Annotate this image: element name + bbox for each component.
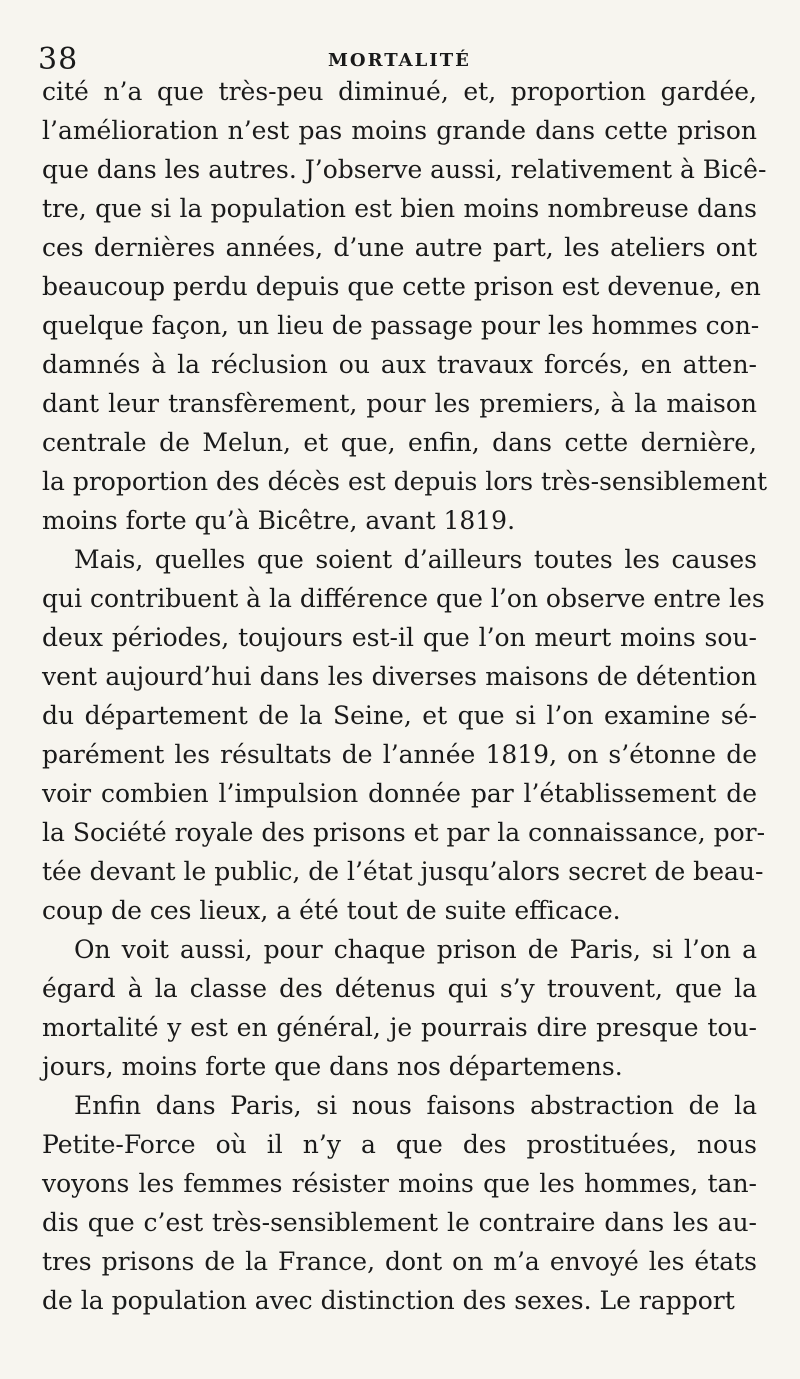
text-line: tée devant le public, de l’état jusqu’alors secret de beau- — [42, 857, 764, 886]
text-line: dis que c’est très-sensiblement le contraire dans les au- — [42, 1208, 757, 1237]
text-line: dant leur transfèrement, pour les premiers, à la maison — [42, 389, 757, 418]
text-line: ces dernières années, d’une autre part, les ateliers ont — [42, 233, 757, 262]
running-head: MORTALITÉ — [328, 50, 471, 71]
paragraph — [42, 1086, 757, 1320]
text-line: On voit aussi, pour chaque prison de Paris, si l’on a — [74, 935, 757, 964]
text-line: Mais, quelles que soient d’ailleurs toutes les causes — [74, 545, 757, 574]
text-line: qui contribuent à la différence que l’on observe entre les — [42, 584, 765, 613]
paragraph — [42, 72, 768, 540]
text-line: deux périodes, toujours est-il que l’on meurt moins sou- — [42, 623, 757, 652]
text-line: centrale de Melun, et que, enfin, dans cette dernière, — [42, 428, 757, 457]
text-line: Enfin dans Paris, si nous faisons abstraction de la — [74, 1091, 757, 1120]
text-line: parément les résultats de l’année 1819, on s’étonne de — [42, 740, 757, 769]
text-line: du département de la Seine, et que si l’on examine sé- — [42, 701, 757, 730]
text-line: l’amélioration n’est pas moins grande dans cette prison — [42, 116, 757, 145]
text-line: Petite-Force où il n’y a que des prostituées, nous — [42, 1130, 757, 1159]
text-line: tres prisons de la France, dont on m’a envoyé les états — [42, 1247, 757, 1276]
text-line: la proportion des décès est depuis lors très-sensiblement — [42, 467, 768, 496]
text-line: beaucoup perdu depuis que cette prison est devenue, en — [42, 272, 761, 301]
text-line: égard à la classe des détenus qui s’y trouvent, que la — [42, 974, 757, 1003]
paragraph — [42, 540, 766, 930]
text-line: la Société royale des prisons et par la connaissance, por- — [42, 818, 766, 847]
text-line: cité n’a que très-peu diminué, et, proportion gardée, — [42, 77, 757, 106]
text-line: jours, moins forte que dans nos départemens. — [42, 1052, 623, 1081]
text-line: coup de ces lieux, a été tout de suite efficace. — [42, 896, 621, 925]
text-line: moins forte qu’à Bicêtre, avant 1819. — [42, 506, 516, 535]
text-line: voyons les femmes résister moins que les hommes, tan- — [42, 1169, 757, 1198]
text-line: que dans les autres. J’observe aussi, relativement à Bicê- — [42, 155, 767, 184]
text-line: damnés à la réclusion ou aux travaux forcés, en atten- — [42, 350, 757, 379]
text-line: mortalité y est en général, je pourrais dire presque tou- — [42, 1013, 757, 1042]
page-number: 38 — [38, 42, 79, 77]
text-line: tre, que si la population est bien moins nombreuse dans — [42, 194, 757, 223]
text-line: quelque façon, un lieu de passage pour les hommes con- — [42, 311, 760, 340]
paragraph — [42, 930, 757, 1086]
text-line: voir combien l’impulsion donnée par l’établissement de — [42, 779, 757, 808]
text-line: vent aujourd’hui dans les diverses maisons de détention — [42, 662, 757, 691]
text-line: de la population avec distinction des sexes. Le rapport — [42, 1286, 735, 1315]
body-text — [42, 72, 768, 1320]
